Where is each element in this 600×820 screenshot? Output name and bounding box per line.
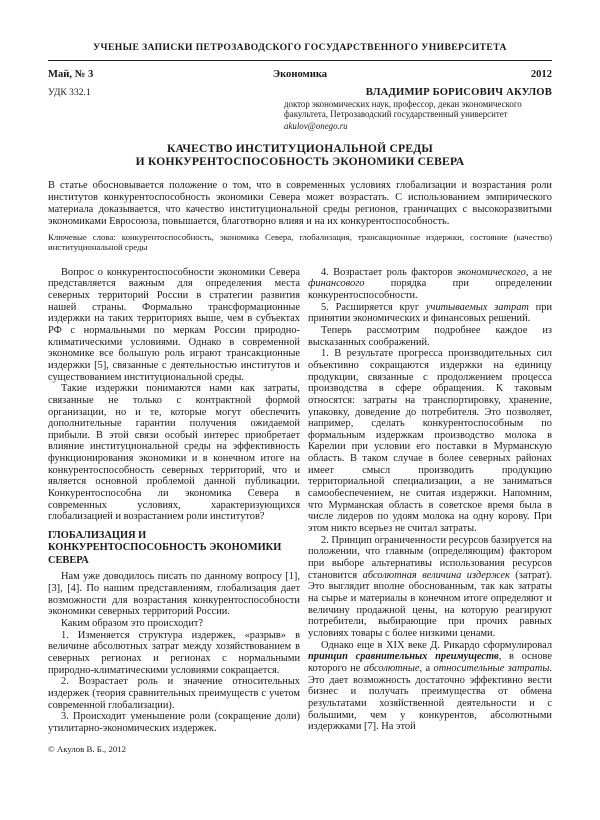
issue-label: Май, № 3 — [48, 69, 94, 80]
text-segment: 1. В результате прогресса производительных сил объективно сокращаются издержки на единицу продукции, связанные с продолжением процесса производства в сфере обращения. К таковым относятся: затраты на транспортировку, хранение, упаковку, доведение до потребителя. Это позволяет, например, сделать конкурентоспособным по формальным издержкам производство молока в Карелии при условии его поставки в Мурманскую область. В таком случае в более северных районах имеет смысл производить продукцию территориальной специализации, а не заниматься самообеспечением, не считая издержки. Напомним, что Мурманская область в советское время была в числе лидеров по удоям молока на одну корову. При этом никто всерьез не считал затраты. — [308, 348, 552, 535]
year-label: 2012 — [530, 69, 552, 80]
author-email: akulov@onego.ru — [284, 120, 348, 131]
text-segment: (затрат). Это выглядит вполне обоснованным, так как затраты на сырье и материалы в конечном итоге определяют и величину продажной цены, на которую реагируют потребители, выбирающие при прочих равных условиях товары с более низкими ценами. — [308, 569, 552, 639]
paragraph — [308, 302, 552, 325]
paragraph — [48, 676, 300, 711]
paragraph — [48, 630, 300, 677]
paragraph — [48, 711, 300, 734]
text-segment: , а — [419, 662, 434, 674]
journal-header-title: УЧЕНЫЕ ЗАПИСКИ ПЕТРОЗАВОДСКОГО ГОСУДАРСТВЕННОГО УНИВЕРСИТЕТА — [48, 42, 552, 61]
text-segment: 4. Возрастает роль факторов — [321, 266, 457, 278]
text-segment: 3. Происходит уменьшение роли (сокращение доли) утилитарно-экономических издержек. — [48, 711, 300, 734]
article-title-line1: КАЧЕСТВО ИНСТИТУЦИОНАЛЬНОЙ СРЕДЫ — [166, 141, 434, 155]
emphasis-text: экономического — [456, 266, 526, 278]
text-segment: , в основе которого не — [308, 651, 552, 674]
paragraph — [308, 267, 552, 302]
emphasis-text: относительные затраты — [433, 662, 550, 674]
section-label: Экономика — [272, 69, 328, 80]
emphasis-text: абсолютная величина издержек — [362, 569, 510, 581]
paragraph — [48, 267, 300, 384]
paragraph — [308, 535, 552, 640]
text-segment: Однако еще в XIX веке Д. Рикардо сформулировал — [321, 639, 552, 651]
paragraph — [308, 348, 552, 535]
article-title — [48, 142, 552, 169]
text-segment: Теперь рассмотрим подробнее каждое из высказанных соображений. — [308, 324, 552, 348]
author-name: ВЛАДИМИР БОРИСОВИЧ АКУЛОВ — [365, 87, 552, 98]
text-segment: Каким образом это происходит? — [61, 617, 204, 629]
paragraph — [48, 383, 300, 523]
text-segment: 2. Принцип ограниченности ресурсов базируется на положении, что главным (определяющим) фактором при выборе альтернативы использования ресурсов становится — [308, 534, 552, 581]
text-segment: , а не — [525, 266, 552, 278]
left-column-content — [48, 267, 300, 735]
paragraph — [48, 618, 300, 630]
right-column — [308, 267, 552, 757]
author-affiliation — [284, 99, 552, 120]
emphasis-text: финансового — [308, 278, 365, 290]
meta-row — [48, 87, 552, 131]
emphasis-text: учитываемых затрат — [425, 301, 529, 313]
text-segment: 1. Изменяется структура издержек, «разрыв» в величине абсолютных затрат между хозяйствованием в северных регионах и регионах с нормальными природно-климатическими условиями сокращается. — [48, 629, 300, 676]
author-affiliation-line2: факультета, Петрозаводский государственный университет — [284, 109, 508, 120]
section-heading: ГЛОБАЛИЗАЦИЯ И КОНКУРЕНТОСПОСОБНОСТЬ ЭКОНОМИКИ СЕВЕРА — [48, 530, 282, 566]
text-segment: Такие издержки понимаются нами как затраты, связанные не только с контрактной формой организации, но и те, которые могут обеспечить дополнительные гарантии получения ожидаемой прибыли. В этой связи особый интерес приобретает влияние институциональной среды на эффективность функционирования экономики и в конечном итоге на конкурентоспособность северных территорий, что и является основной проблемой данной публикации. Конкурентоспособна ли экономика Севера в современных условиях, характеризующихся глобализацией и возрастанием роли институтов? — [48, 383, 300, 523]
text-segment: порядка при определении конкурентоспособности. — [308, 278, 552, 301]
left-column — [48, 267, 300, 757]
text-segment: . Это дает возможность достаточно эффективно вести бизнес и получать преимущества от обмена результатами хозяйственной деятельности и с большими, чем у конкурентов, абсолютными издержками [7]. На этой — [308, 662, 553, 733]
abstract-text: В статье обосновывается положение о том, что в современных условиях глобализации и возрастания роли институтов конкурентоспособность экономики Севера может возрастать. С использованием эмпирического материала доказывается, что качество институциональной среды регионов, граничащих с высокоразвитыми экономиками Евросоюза, повышается, благотворно влияя и на их конкурентоспособность. — [48, 180, 552, 227]
text-segment: Нам уже доводилось писать по данному вопросу [1], [3], [4]. По нашим представлениям, глобализация дает возможности для возрастания конкурентоспособности экономики северных территорий России. — [48, 571, 300, 618]
paragraph — [308, 640, 552, 733]
emphasis-text: принцип сравнительных преимуществ — [308, 651, 499, 663]
paragraph — [308, 325, 552, 348]
keywords-text: Ключевые слова: конкурентоспособность, экономика Севера, глобализация, трансакционные издержки, состояние (качество) институциональной среды — [48, 232, 552, 253]
copyright-notice: © Акулов В. Б., 2012 — [48, 744, 127, 755]
article-body — [48, 267, 552, 757]
author-affiliation-line1: доктор экономических наук, профессор, декан экономического — [284, 99, 522, 109]
author-block — [284, 87, 552, 131]
text-segment: Вопрос о конкурентоспособности экономики Севера представляется важным для определения места северных территорий России в стратегии развития нашей страны. Формально трансформационные издержки на таких территориях выше, чем в субъектах РФ с нормальными по меркам России природно-климатическими условиями. Однако в современной экономике все большую роль играют трансакционные издержки [5], связанные с деятельностью институтов и существованием институциональной среды. — [48, 266, 300, 383]
text-segment: 5. Расширяется круг — [321, 301, 426, 313]
article-title-line2: И КОНКУРЕНТОСПОСОБНОСТЬ ЭКОНОМИКИ СЕВЕРА — [135, 155, 465, 168]
text-segment: при принятии экономических и финансовых решений. — [308, 301, 552, 325]
udc-label: УДК 332.1 — [48, 87, 91, 98]
emphasis-text: абсолютные — [363, 662, 420, 674]
text-segment: 2. Возрастает роль и значение относительных издержек (теория сравнительных преимуществ с учетом современной глобализации). — [48, 676, 300, 711]
paragraph — [48, 571, 300, 618]
right-column-content — [308, 267, 552, 733]
issue-row — [48, 69, 552, 80]
